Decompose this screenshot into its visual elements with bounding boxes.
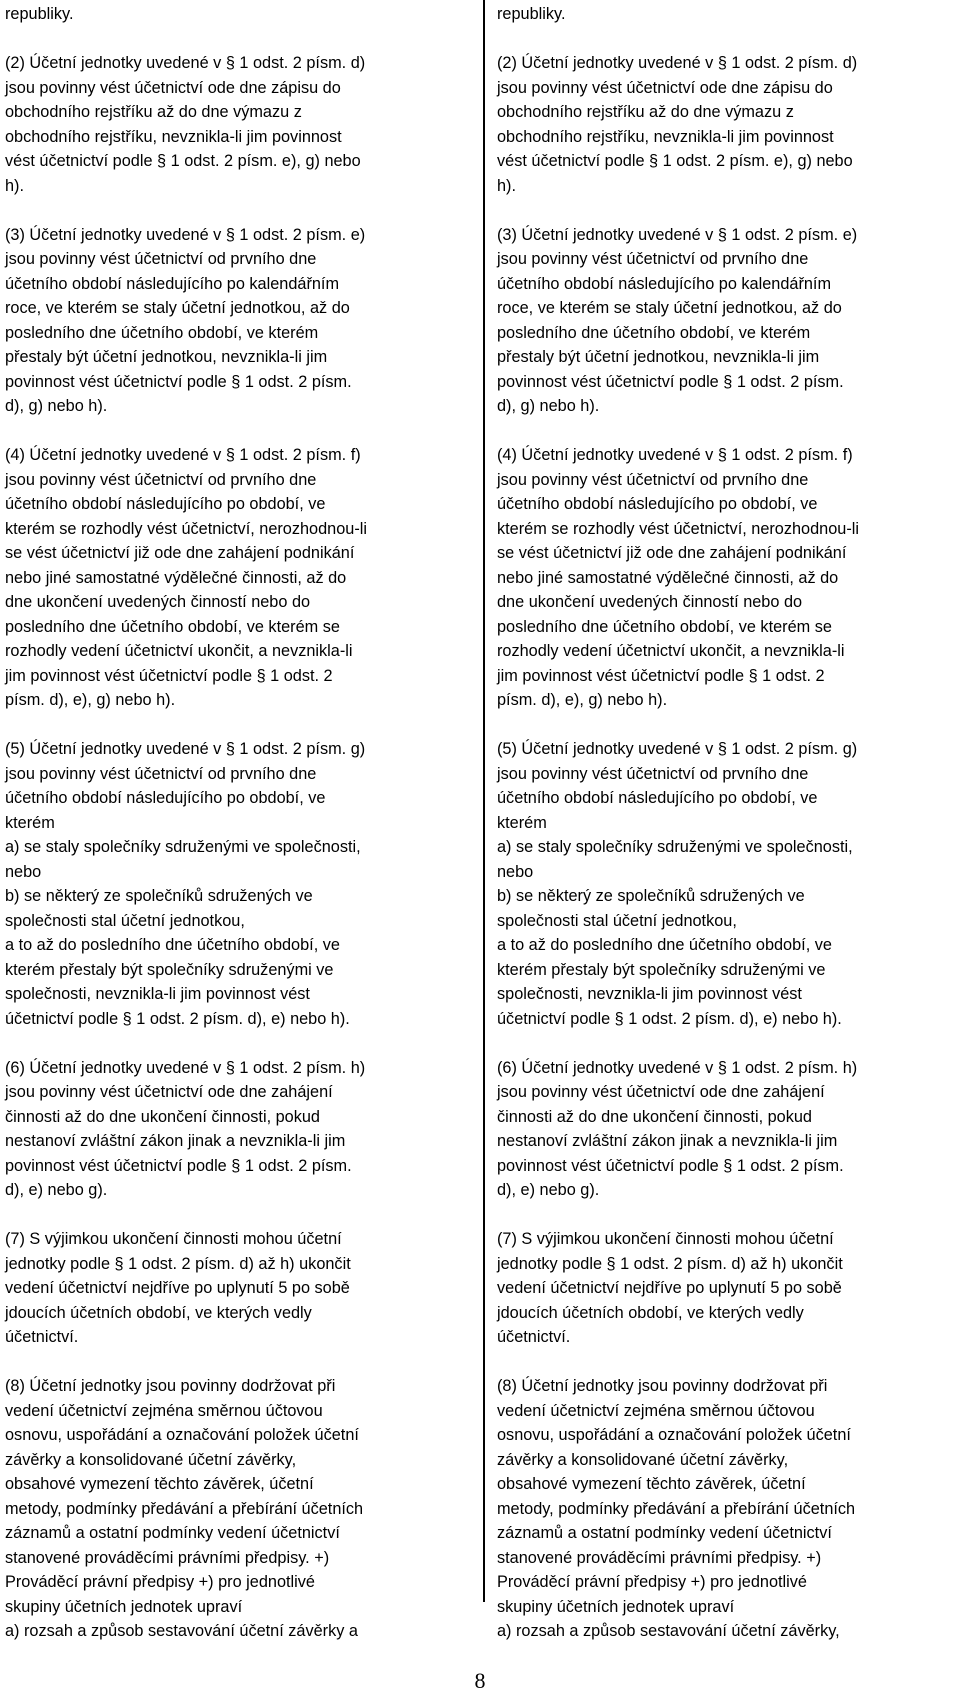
text-line: nebo jiné samostatné výdělečné činnosti, až do xyxy=(497,568,839,587)
text-line: obchodního rejstříku, nevznikla-li jim povinnost xyxy=(497,127,834,146)
text-line: činnosti až do dne ukončení činnosti, pokud xyxy=(5,1107,320,1126)
text-line: kterém se rozhodly vést účetnictví, nerozhodnou-li xyxy=(5,519,367,538)
column-divider xyxy=(483,0,485,1602)
text-line: republiky. xyxy=(497,5,566,23)
text-line: účetnictví. xyxy=(497,1328,571,1346)
text-line: obsahové vymezení těchto závěrek, účetní xyxy=(497,1475,806,1493)
paragraph xyxy=(5,1056,467,1203)
right-column xyxy=(497,2,957,1668)
text-line: účetnictví. xyxy=(5,1328,79,1346)
text-line: přestaly být účetní jednotkou, nevznikla-li jim xyxy=(497,348,820,366)
text-line: roce, ve kterém se staly účetní jednotkou, až do xyxy=(497,299,842,317)
text-line: účetního období následujícího po období, ve xyxy=(5,789,326,807)
text-line: stanovené prováděcími právními předpisy. +) xyxy=(5,1548,330,1567)
text-line: jsou povinny vést účetnictví od prvního dne xyxy=(497,250,809,268)
text-line: vést účetnictví podle § 1 odst. 2 písm. e), g) nebo xyxy=(497,152,853,170)
paragraph xyxy=(497,737,957,1031)
text-line: povinnost vést účetnictví podle § 1 odst. 2 písm. xyxy=(497,1156,844,1175)
paragraph xyxy=(497,2,957,27)
text-line: účetního období následujícího po období, ve xyxy=(5,495,326,513)
text-line: (2) Účetní jednotky uvedené v § 1 odst. 2 písm. d) xyxy=(497,54,858,72)
paragraph xyxy=(5,737,467,1031)
paragraph xyxy=(5,1227,467,1350)
paragraph xyxy=(5,1374,467,1644)
text-line: písm. d), e), g) nebo h). xyxy=(497,691,668,709)
text-line: se vést účetnictví již ode dne zahájení podnikání xyxy=(497,544,847,562)
text-line: povinnost vést účetnictví podle § 1 odst. 2 písm. xyxy=(5,372,352,391)
text-line: jsou povinny vést účetnictví od prvního dne xyxy=(497,470,809,489)
text-line: (3) Účetní jednotky uvedené v § 1 odst. 2 písm. e) xyxy=(5,225,366,244)
text-line: jdoucích účetních období, ve kterých vedly xyxy=(497,1303,804,1322)
paragraph xyxy=(5,223,467,419)
text-line: účetního období následujícího po období, ve xyxy=(497,789,818,807)
text-line: kterém přestaly být společníky sdruženými ve xyxy=(5,960,334,979)
text-line: (7) S výjimkou ukončení činnosti mohou účetní xyxy=(497,1230,834,1248)
text-line: a) se staly společníky sdruženými ve společnosti, xyxy=(497,838,853,856)
text-line: (8) Účetní jednotky jsou povinny dodržovat při xyxy=(5,1377,336,1395)
text-line: d), g) nebo h). xyxy=(497,397,600,415)
text-line: (4) Účetní jednotky uvedené v § 1 odst. 2 písm. f) xyxy=(5,446,361,464)
text-line: záznamů a ostatní podmínky vedení účetnictví xyxy=(497,1524,832,1542)
text-line: nebo jiné samostatné výdělečné činnosti, až do xyxy=(5,568,347,587)
text-line: a to až do posledního dne účetního období, ve xyxy=(497,936,832,954)
paragraph xyxy=(5,51,467,198)
text-line: rozhodly vedení účetnictví ukončit, a nevznikla-li xyxy=(497,642,845,660)
text-line: nestanoví zvláštní zákon jinak a nevznikla-li jim xyxy=(5,1132,346,1150)
text-line: kterém přestaly být společníky sdruženými ve xyxy=(497,960,826,979)
text-line: dne ukončení uvedených činností nebo do xyxy=(5,593,311,611)
text-line: účetnictví podle § 1 odst. 2 písm. d), e) nebo h). xyxy=(5,1009,350,1028)
text-line: (2) Účetní jednotky uvedené v § 1 odst. 2 písm. d) xyxy=(5,54,366,72)
text-line: roce, ve kterém se staly účetní jednotkou, až do xyxy=(5,299,350,317)
text-line: společnosti stal účetní jednotkou, xyxy=(497,911,737,930)
text-line: obchodního rejstříku, nevznikla-li jim povinnost xyxy=(5,127,342,146)
text-line: d), e) nebo g). xyxy=(497,1181,600,1199)
text-line: posledního dne účetního období, ve kterém se xyxy=(497,617,832,636)
text-line: společnosti stal účetní jednotkou, xyxy=(5,911,245,930)
text-line: republiky. xyxy=(5,5,74,23)
paragraph xyxy=(497,1056,957,1203)
text-line: jednotky podle § 1 odst. 2 písm. d) až h) ukončit xyxy=(5,1254,351,1273)
text-line: nestanoví zvláštní zákon jinak a nevznikla-li jim xyxy=(497,1132,838,1150)
text-line: jsou povinny vést účetnictví ode dne zahájení xyxy=(5,1083,333,1101)
text-line: jsou povinny vést účetnictví od prvního dne xyxy=(497,764,809,783)
text-line: účetnictví podle § 1 odst. 2 písm. d), e) nebo h). xyxy=(497,1009,842,1028)
text-line: jim povinnost vést účetnictví podle § 1 odst. 2 xyxy=(5,666,333,685)
left-column xyxy=(5,2,467,1668)
text-line: (5) Účetní jednotky uvedené v § 1 odst. 2 písm. g) xyxy=(497,740,858,758)
text-line: jednotky podle § 1 odst. 2 písm. d) až h) ukončit xyxy=(497,1254,843,1273)
text-line: d), g) nebo h). xyxy=(5,397,108,415)
text-line: posledního dne účetního období, ve kterém xyxy=(5,323,319,342)
text-line: kterém xyxy=(5,813,55,832)
text-line: jsou povinny vést účetnictví od prvního dne xyxy=(5,250,317,268)
text-line: (4) Účetní jednotky uvedené v § 1 odst. 2 písm. f) xyxy=(497,446,853,464)
text-line: h). xyxy=(5,176,25,195)
text-line: vést účetnictví podle § 1 odst. 2 písm. e), g) nebo xyxy=(5,152,361,170)
text-line: účetního období následujícího po kalendářním xyxy=(497,274,832,293)
text-line: nebo xyxy=(5,862,42,881)
paragraph xyxy=(497,223,957,419)
text-line: Prováděcí právní předpisy +) pro jednotlivé xyxy=(5,1573,315,1591)
text-line: obchodního rejstříku až do dne výmazu z xyxy=(5,103,302,121)
text-line: účetního období následujícího po kalendářním xyxy=(5,274,340,293)
text-line: povinnost vést účetnictví podle § 1 odst. 2 písm. xyxy=(497,372,844,391)
text-line: jsou povinny vést účetnictví od prvního dne xyxy=(5,470,317,489)
text-line: a) se staly společníky sdruženými ve společnosti, xyxy=(5,838,361,856)
text-line: se vést účetnictví již ode dne zahájení podnikání xyxy=(5,544,355,562)
text-line: vedení účetnictví zejména směrnou účtovou xyxy=(497,1401,815,1420)
text-line: vedení účetnictví nejdříve po uplynutí 5 po sobě xyxy=(5,1279,350,1297)
text-line: písm. d), e), g) nebo h). xyxy=(5,691,176,709)
text-line: posledního dne účetního období, ve kterém xyxy=(497,323,811,342)
text-line: společnosti, nevznikla-li jim povinnost vést xyxy=(497,985,802,1003)
paragraph xyxy=(497,443,957,713)
text-line: kterém se rozhodly vést účetnictví, nerozhodnou-li xyxy=(497,519,859,538)
text-line: jsou povinny vést účetnictví ode dne zahájení xyxy=(497,1083,825,1101)
text-line: a) rozsah a způsob sestavování účetní závěrky a xyxy=(5,1622,358,1640)
text-line: závěrky a konsolidované účetní závěrky, xyxy=(497,1450,789,1469)
text-line: (6) Účetní jednotky uvedené v § 1 odst. 2 písm. h) xyxy=(497,1058,858,1077)
text-line: (6) Účetní jednotky uvedené v § 1 odst. 2 písm. h) xyxy=(5,1058,366,1077)
text-line: záznamů a ostatní podmínky vedení účetnictví xyxy=(5,1524,340,1542)
text-line: kterém xyxy=(497,813,547,832)
paragraph xyxy=(497,1374,957,1644)
text-line: rozhodly vedení účetnictví ukončit, a nevznikla-li xyxy=(5,642,353,660)
text-line: skupiny účetních jednotek upraví xyxy=(5,1597,243,1616)
text-line: činnosti až do dne ukončení činnosti, pokud xyxy=(497,1107,812,1126)
text-line: a) rozsah a způsob sestavování účetní závěrky, xyxy=(497,1622,840,1640)
text-line: (7) S výjimkou ukončení činnosti mohou účetní xyxy=(5,1230,342,1248)
text-line: h). xyxy=(497,176,517,195)
text-line: dne ukončení uvedených činností nebo do xyxy=(497,593,803,611)
text-line: společnosti, nevznikla-li jim povinnost vést xyxy=(5,985,310,1003)
text-line: obchodního rejstříku až do dne výmazu z xyxy=(497,103,794,121)
text-line: jim povinnost vést účetnictví podle § 1 odst. 2 xyxy=(497,666,825,685)
text-line: osnovu, uspořádání a označování položek účetní xyxy=(497,1426,851,1444)
text-line: skupiny účetních jednotek upraví xyxy=(497,1597,735,1616)
text-line: osnovu, uspořádání a označování položek účetní xyxy=(5,1426,359,1444)
paragraph xyxy=(5,2,467,27)
text-line: závěrky a konsolidované účetní závěrky, xyxy=(5,1450,297,1469)
text-line: Prováděcí právní předpisy +) pro jednotlivé xyxy=(497,1573,807,1591)
text-line: b) se některý ze společníků sdružených ve xyxy=(5,887,313,905)
text-line: b) se některý ze společníků sdružených ve xyxy=(497,887,805,905)
text-line: obsahové vymezení těchto závěrek, účetní xyxy=(5,1475,314,1493)
text-line: metody, podmínky předávání a přebírání účetních xyxy=(497,1499,856,1518)
text-line: posledního dne účetního období, ve kterém se xyxy=(5,617,340,636)
text-line: jsou povinny vést účetnictví ode dne zápisu do xyxy=(5,78,341,97)
text-line: jsou povinny vést účetnictví ode dne zápisu do xyxy=(497,78,833,97)
paragraph xyxy=(497,51,957,198)
page-number: 8 xyxy=(474,1668,486,1693)
text-line: vedení účetnictví zejména směrnou účtovou xyxy=(5,1401,323,1420)
text-line: nebo xyxy=(497,862,534,881)
text-line: d), e) nebo g). xyxy=(5,1181,108,1199)
text-line: přestaly být účetní jednotkou, nevznikla-li jim xyxy=(5,348,328,366)
text-line: povinnost vést účetnictví podle § 1 odst. 2 písm. xyxy=(5,1156,352,1175)
text-line: vedení účetnictví nejdříve po uplynutí 5 po sobě xyxy=(497,1279,842,1297)
text-line: jsou povinny vést účetnictví od prvního dne xyxy=(5,764,317,783)
text-line: a to až do posledního dne účetního období, ve xyxy=(5,936,340,954)
paragraph xyxy=(5,443,467,713)
text-line: (3) Účetní jednotky uvedené v § 1 odst. 2 písm. e) xyxy=(497,225,858,244)
text-line: účetního období následujícího po období, ve xyxy=(497,495,818,513)
paragraph xyxy=(497,1227,957,1350)
text-line: (8) Účetní jednotky jsou povinny dodržovat při xyxy=(497,1377,828,1395)
text-line: metody, podmínky předávání a přebírání účetních xyxy=(5,1499,364,1518)
text-line: jdoucích účetních období, ve kterých vedly xyxy=(5,1303,312,1322)
text-line: (5) Účetní jednotky uvedené v § 1 odst. 2 písm. g) xyxy=(5,740,366,758)
text-line: stanovené prováděcími právními předpisy. +) xyxy=(497,1548,822,1567)
